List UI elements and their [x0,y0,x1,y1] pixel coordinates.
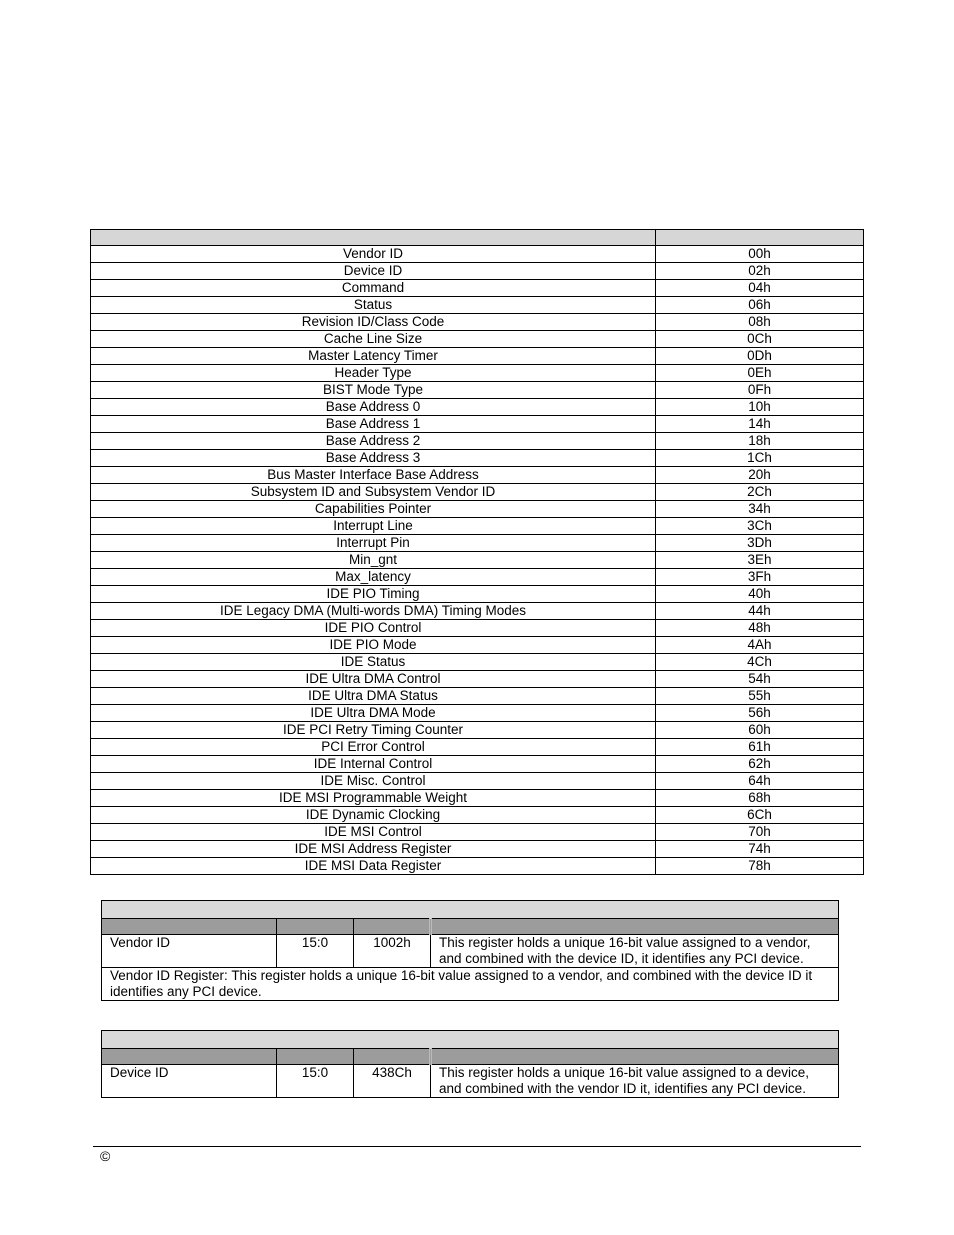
register-name: IDE Ultra DMA Status [91,688,656,705]
register-offset: 00h [656,246,864,263]
register-name: IDE Internal Control [91,756,656,773]
register-offset: 54h [656,671,864,688]
vendor-id-table-title-bar [102,901,839,919]
register-offset: 48h [656,620,864,637]
field-description: This register holds a unique 16-bit value assigned to a device, and combined with the vendor ID it, identifies any PCI device. [431,1065,839,1098]
register-name: Device ID [91,263,656,280]
register-offset: 14h [656,416,864,433]
table-row [91,297,864,314]
register-name: Subsystem ID and Subsystem Vendor ID [91,484,656,501]
table-row [91,399,864,416]
register-name: IDE Ultra DMA Mode [91,705,656,722]
register-offset: 6Ch [656,807,864,824]
register-offset-header [656,230,864,246]
register-name: Vendor ID [91,246,656,263]
table-row [91,773,864,790]
register-name: Interrupt Pin [91,535,656,552]
register-offset: 0Dh [656,348,864,365]
register-name-header [91,230,656,246]
table-row [91,569,864,586]
field-bits: 15:0 [277,935,354,968]
register-offset: 60h [656,722,864,739]
register-offset: 02h [656,263,864,280]
register-name: IDE MSI Programmable Weight [91,790,656,807]
register-name: Header Type [91,365,656,382]
register-offset: 3Ch [656,518,864,535]
table-row [91,620,864,637]
register-name: IDE PIO Control [91,620,656,637]
register-offset: 55h [656,688,864,705]
register-name: Interrupt Line [91,518,656,535]
table-row [91,756,864,773]
register-name: IDE Misc. Control [91,773,656,790]
register-name: Cache Line Size [91,331,656,348]
table-row [91,450,864,467]
table-row [91,824,864,841]
register-summary-header [91,230,864,246]
register-name: Max_latency [91,569,656,586]
field-name: Vendor ID [102,935,277,968]
register-name: Base Address 1 [91,416,656,433]
register-name: Base Address 3 [91,450,656,467]
register-offset: 61h [656,739,864,756]
register-offset: 62h [656,756,864,773]
register-offset: 78h [656,858,864,875]
register-offset: 0Eh [656,365,864,382]
register-offset: 70h [656,824,864,841]
register-name: PCI Error Control [91,739,656,756]
table-row [91,382,864,399]
register-offset: 4Ch [656,654,864,671]
register-name: IDE MSI Address Register [91,841,656,858]
register-name: Base Address 2 [91,433,656,450]
table-row [91,518,864,535]
field-bits: 15:0 [277,1065,354,1098]
table-row [91,348,864,365]
register-name: BIST Mode Type [91,382,656,399]
register-offset: 0Ch [656,331,864,348]
table-row [91,807,864,824]
table-row [91,331,864,348]
register-name: Bus Master Interface Base Address [91,467,656,484]
table-row [91,603,864,620]
device-id-register-table [101,1030,839,1098]
register-name: IDE MSI Data Register [91,858,656,875]
table-row [102,935,839,968]
field-description: This register holds a unique 16-bit value assigned to a vendor, and combined with the device ID, it identifies any PCI device. [431,935,839,968]
register-offset: 4Ah [656,637,864,654]
table-note-row [102,968,839,1001]
register-offset: 0Fh [656,382,864,399]
register-name: Min_gnt [91,552,656,569]
register-summary-body [91,246,864,875]
register-offset: 64h [656,773,864,790]
register-name: IDE Status [91,654,656,671]
table-row [91,858,864,875]
table-row [91,637,864,654]
register-name: IDE PIO Timing [91,586,656,603]
table-row [91,535,864,552]
register-offset: 34h [656,501,864,518]
table-row [91,467,864,484]
vendor-id-register-table [101,900,839,1001]
register-name: IDE Ultra DMA Control [91,671,656,688]
register-offset: 20h [656,467,864,484]
register-name: IDE PIO Mode [91,637,656,654]
register-summary-table [90,229,864,875]
register-offset: 2Ch [656,484,864,501]
register-offset: 3Fh [656,569,864,586]
register-offset: 04h [656,280,864,297]
register-name: IDE MSI Control [91,824,656,841]
device-id-table-header [102,1049,839,1065]
table-row [91,484,864,501]
table-row [91,739,864,756]
table-row [91,280,864,297]
field-name: Device ID [102,1065,277,1098]
register-offset: 3Eh [656,552,864,569]
register-name: Master Latency Timer [91,348,656,365]
register-offset: 1Ch [656,450,864,467]
table-row [91,586,864,603]
register-offset: 44h [656,603,864,620]
table-row [91,263,864,280]
copyright-symbol: © [100,1148,111,1164]
register-name: IDE Dynamic Clocking [91,807,656,824]
register-offset: 40h [656,586,864,603]
register-name: Base Address 0 [91,399,656,416]
table-row [91,433,864,450]
field-default: 438Ch [354,1065,431,1098]
field-default: 1002h [354,935,431,968]
table-row [91,552,864,569]
register-offset: 68h [656,790,864,807]
register-offset: 56h [656,705,864,722]
vendor-id-table-header [102,919,839,935]
table-row [91,705,864,722]
table-row [91,416,864,433]
register-offset: 06h [656,297,864,314]
register-offset: 3Dh [656,535,864,552]
register-name: Revision ID/Class Code [91,314,656,331]
table-row [91,246,864,263]
register-name: Capabilities Pointer [91,501,656,518]
table-row [91,501,864,518]
register-name: Command [91,280,656,297]
table-row [91,722,864,739]
register-note: Vendor ID Register: This register holds a unique 16-bit value assigned to a vendor, and combined with the device ID it identifies any PCI device. [102,968,839,1001]
table-row [91,841,864,858]
register-offset: 18h [656,433,864,450]
register-offset: 08h [656,314,864,331]
footer-rule [93,1146,861,1147]
table-row [91,654,864,671]
table-row [91,688,864,705]
table-row [102,1065,839,1098]
table-row [91,790,864,807]
table-row [91,671,864,688]
register-name: IDE Legacy DMA (Multi-words DMA) Timing Modes [91,603,656,620]
table-row [91,314,864,331]
table-row [91,365,864,382]
register-offset: 10h [656,399,864,416]
register-offset: 74h [656,841,864,858]
register-name: Status [91,297,656,314]
register-name: IDE PCI Retry Timing Counter [91,722,656,739]
device-id-table-title-bar [102,1031,839,1049]
